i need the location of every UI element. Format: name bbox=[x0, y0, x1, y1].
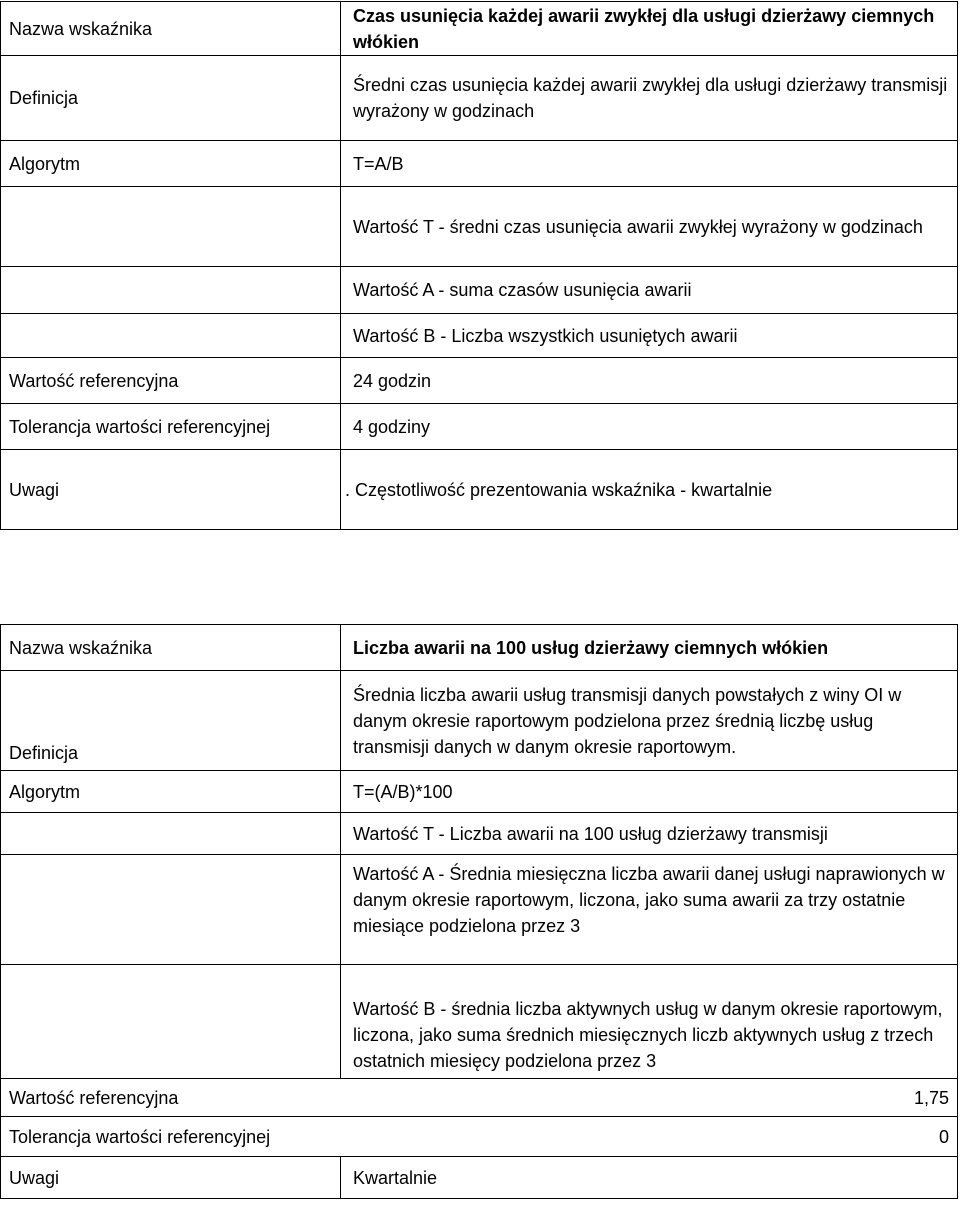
row-value-a bbox=[1, 267, 958, 314]
indicator-table-1 bbox=[0, 1, 958, 530]
reference-row-cell bbox=[1, 1079, 958, 1117]
empty-cell bbox=[1, 314, 341, 358]
row-algorithm bbox=[1, 141, 958, 187]
reference-value: 1,75 bbox=[913, 1087, 949, 1108]
notes-label: Uwagi bbox=[1, 1157, 341, 1199]
row-value-b bbox=[1, 314, 958, 358]
row-value-a bbox=[1, 855, 958, 965]
row-definition bbox=[1, 56, 958, 141]
tolerance-value: 0 bbox=[938, 1126, 949, 1147]
notes-value: . Częstotliwość prezentowania wskaźnika - kwartalnie bbox=[341, 450, 958, 530]
definition-value: Średni czas usunięcia każdej awarii zwykłej dla usługi dzierżawy transmisji wyrażony w godzinach bbox=[341, 56, 958, 141]
tolerance-label: Tolerancja wartości referencyjnej bbox=[1, 404, 341, 450]
row-notes bbox=[1, 450, 958, 530]
tolerance-value: 4 godziny bbox=[341, 404, 958, 450]
empty-cell bbox=[1, 965, 341, 1079]
tolerance-row-cell bbox=[1, 1117, 958, 1157]
name-value: Czas usunięcia każdej awarii zwykłej dla usługi dzierżawy ciemnych włókien bbox=[341, 2, 958, 56]
notes-value: Kwartalnie bbox=[341, 1157, 958, 1199]
row-reference bbox=[1, 1079, 958, 1117]
value-b: Wartość B - średnia liczba aktywnych usług w danym okresie raportowym, liczona, jako suma średnich miesięcznych liczb aktywnych usług z trzech ostatnich miesięcy podzielona przez 3 bbox=[341, 965, 958, 1079]
indicator-table-2 bbox=[0, 624, 958, 1199]
algorithm-label: Algorytm bbox=[1, 771, 341, 813]
row-tolerance bbox=[1, 1117, 958, 1157]
row-value-t bbox=[1, 813, 958, 855]
definition-label: Definicja bbox=[1, 56, 341, 141]
row-notes bbox=[1, 1157, 958, 1199]
value-b: Wartość B - Liczba wszystkich usuniętych awarii bbox=[341, 314, 958, 358]
empty-cell bbox=[1, 855, 341, 965]
algorithm-label: Algorytm bbox=[1, 141, 341, 187]
value-t: Wartość T - Liczba awarii na 100 usług dzierżawy transmisji bbox=[341, 813, 958, 855]
name-value: Liczba awarii na 100 usług dzierżawy ciemnych włókien bbox=[341, 625, 958, 671]
tolerance-label: Tolerancja wartości referencyjnej bbox=[9, 1126, 271, 1147]
row-algorithm bbox=[1, 771, 958, 813]
value-a: Wartość A - Średnia miesięczna liczba awarii danej usługi naprawionych w danym okresie raportowym, liczona, jako suma awarii za trzy ostatnie miesiące podzielona przez 3 bbox=[341, 855, 958, 965]
row-value-t bbox=[1, 187, 958, 267]
algorithm-value: T=A/B bbox=[341, 141, 958, 187]
row-value-b bbox=[1, 965, 958, 1079]
value-a: Wartość A - suma czasów usunięcia awarii bbox=[341, 267, 958, 314]
name-label: Nazwa wskaźnika bbox=[1, 625, 341, 671]
row-definition bbox=[1, 671, 958, 771]
empty-cell bbox=[1, 813, 341, 855]
row-name bbox=[1, 2, 958, 56]
row-name bbox=[1, 625, 958, 671]
definition-value: Średnia liczba awarii usług transmisji danych powstałych z winy OI w danym okresie raportowym podzielona przez średnią liczbę usług transmisji danych w danym okresie raportowym. bbox=[341, 671, 958, 771]
empty-cell bbox=[1, 267, 341, 314]
definition-label: Definicja bbox=[1, 671, 341, 771]
algorithm-value: T=(A/B)*100 bbox=[341, 771, 958, 813]
notes-label: Uwagi bbox=[1, 450, 341, 530]
row-tolerance bbox=[1, 404, 958, 450]
name-label: Nazwa wskaźnika bbox=[1, 2, 341, 56]
reference-value: 24 godzin bbox=[341, 358, 958, 404]
empty-cell bbox=[1, 187, 341, 267]
value-t: Wartość T - średni czas usunięcia awarii zwykłej wyrażony w godzinach bbox=[341, 187, 958, 267]
row-reference bbox=[1, 358, 958, 404]
reference-label: Wartość referencyjna bbox=[1, 358, 341, 404]
reference-label: Wartość referencyjna bbox=[9, 1087, 179, 1108]
